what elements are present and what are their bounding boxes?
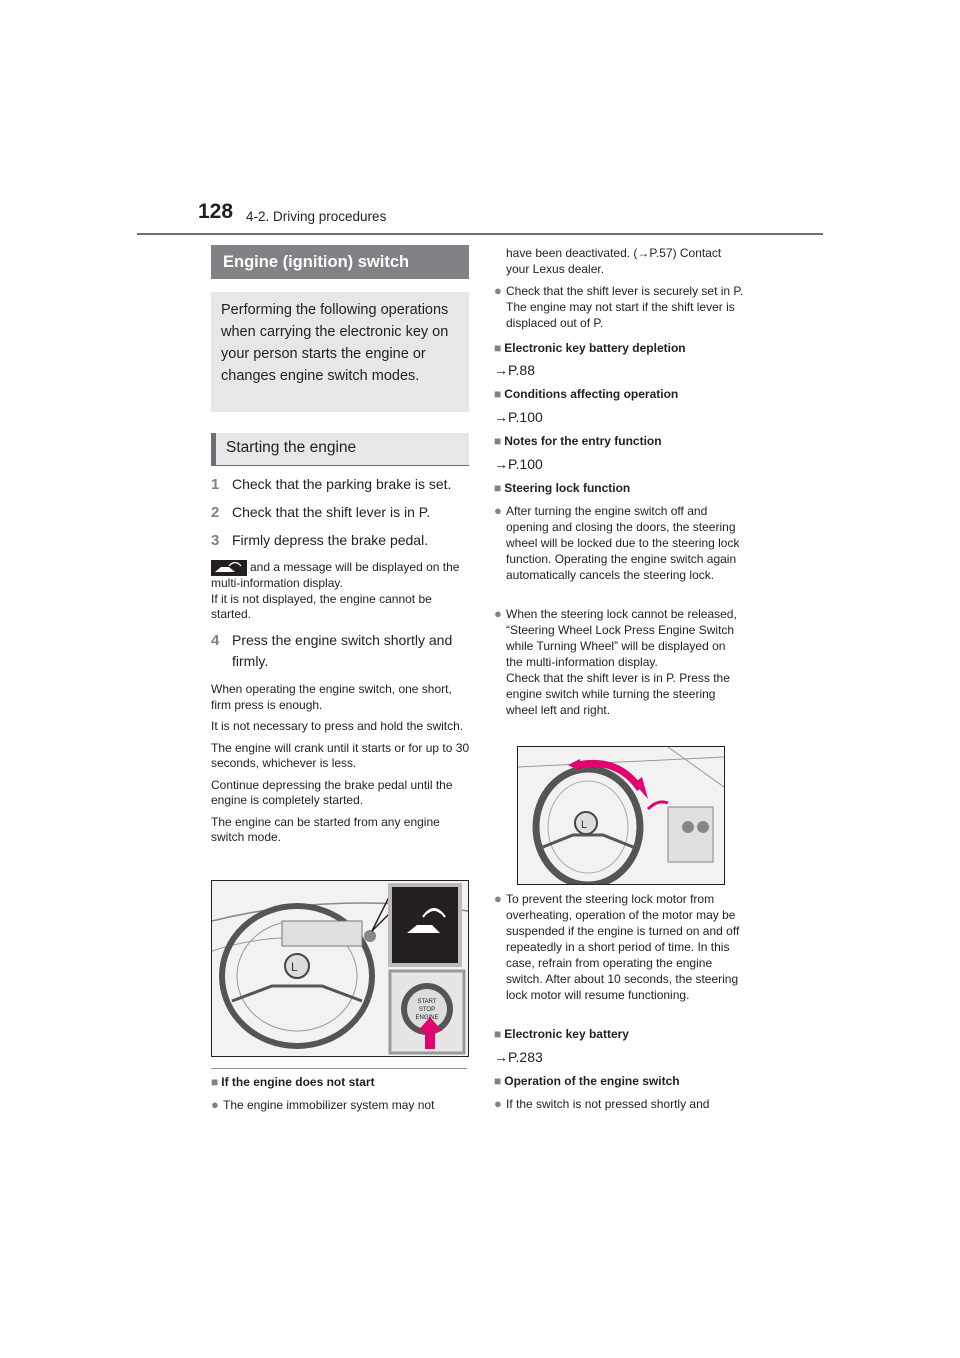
section-title: 4-2. Driving procedures — [246, 209, 387, 224]
bullet-steering-motor: ● To prevent the steering lock motor from overheating, operation of the motor may be suspended if the engine is turned on and off repeatedly in a short period of time. In this case, refrain from operating the engine switch. After about 10 seconds, the steering lock motor will resume functioning. — [494, 891, 740, 1002]
step-text: Check that the shift lever is in P. — [232, 504, 431, 520]
bullet-steering-lock-1: ● After turning the engine switch off and opening and closing the doors, the steering wheel will be locked due to the steering lock function. Operating the engine switch again automatically cancels the steering lock. — [494, 503, 740, 582]
step3-note2: If it is not displayed, the engine cannot be started. — [211, 591, 432, 621]
page-number: 128 — [198, 200, 234, 223]
continued-text-body: have been deactivated. (→P.57) Contact your Lexus dealer. — [506, 246, 722, 276]
dashboard-figure — [211, 880, 469, 1057]
heading-battery-depletion: ■ Electronic key battery depletion — [494, 341, 686, 355]
subheading-starting: Starting the engine — [211, 433, 469, 466]
heading-text: Conditions affecting operation — [504, 387, 679, 401]
step-text: Firmly depress the brake pedal. — [232, 532, 429, 548]
heading-text: Notes for the entry function — [504, 434, 662, 448]
bullet-immobilizer: ● The engine immobilizer system may not — [211, 1097, 435, 1112]
bullet-text: To prevent the steering lock motor from overheating, operation of the motor may be suspended if the engine is turned on and off repeatedly in a short period of time. In this case, refrain from operating the engine switch. After about 10 seconds, the steering lock motor will resume functioning. — [506, 892, 740, 1002]
bullet-text: After turning the engine switch off and opening and closing the doors, the steering wheel will be locked due to the steering lock function. Operating the engine switch again automatically cancels the steering lock. — [506, 504, 740, 582]
note-paragraph: When operating the engine switch, one short, firm press is enough. — [211, 682, 452, 712]
heading-text: If the engine does not start — [221, 1075, 375, 1089]
step-number: 3 — [211, 532, 220, 549]
header-rule — [137, 233, 823, 235]
engine-start-indicator-icon — [211, 560, 247, 576]
heading-text: Steering lock function — [504, 481, 631, 495]
heading-text: Operation of the engine switch — [504, 1074, 680, 1088]
heading-steering-lock: ■ Steering lock function — [494, 481, 631, 495]
bullet-text: The engine immobilizer system may not — [223, 1098, 435, 1112]
heading-not-start: ■ If the engine does not start — [211, 1075, 375, 1089]
continued-text — [494, 245, 744, 277]
bullet-operation: ● If the switch is not pressed shortly and — [494, 1096, 710, 1111]
heading-entry-function: ■ Notes for the entry function — [494, 434, 662, 448]
steering-wheel-figure — [517, 746, 725, 885]
heading-text: Electronic key battery depletion — [504, 341, 686, 355]
step-1 — [211, 474, 469, 495]
step-text: Press the engine switch shortly and firmly. — [232, 632, 453, 669]
note-paragraph: The engine can be started from any engine switch mode. — [211, 814, 440, 844]
svg-text:L: L — [581, 819, 588, 831]
step-text: Check that the parking brake is set. — [232, 476, 452, 492]
bullet-text-2: Check that the shift lever is in P. Press the engine switch while turning the steering wheel left and right. — [506, 671, 730, 717]
step-number: 4 — [211, 632, 220, 649]
heading-conditions: ■ Conditions affecting operation — [494, 387, 679, 401]
ref-p100-a[interactable]: →P.100 — [494, 409, 543, 425]
heading-key-battery: ■ Electronic key battery — [494, 1027, 629, 1041]
bullet-steering-lock-2: ● When the steering lock cannot be released, “Steering Wheel Lock Press Engine Switch while Turning Wheel” will be displayed on the multi-information display. Check that the shift lever is in P. Press the engine switch while turning the steering wheel left and right. — [494, 606, 737, 717]
svg-text:START: START — [417, 999, 437, 1005]
bullet-text: If the switch is not pressed shortly and — [506, 1097, 710, 1111]
divider — [211, 1068, 467, 1069]
heading-text: Electronic key battery — [504, 1027, 629, 1041]
svg-text:ENGINE: ENGINE — [415, 1015, 439, 1021]
page-title: Engine (ignition) switch — [211, 245, 469, 279]
step-number: 1 — [211, 476, 220, 493]
bullet-text: Check that the shift lever is securely set in P. The engine may not start if the shift lever is displaced out of P. — [506, 284, 744, 330]
svg-text:STOP: STOP — [418, 1007, 436, 1013]
start-notes — [211, 682, 471, 852]
intro-box: Performing the following operations when carrying the electronic key on your person starts the engine or changes engine switch modes. — [211, 292, 469, 412]
heading-operation: ■ Operation of the engine switch — [494, 1074, 680, 1088]
step3-note-text: and a message will be displayed on the multi-information display. — [211, 560, 460, 590]
step3-note — [211, 560, 471, 629]
step-4 — [211, 630, 469, 672]
ref-p100-b[interactable]: →P.100 — [494, 456, 543, 472]
note-paragraph: The engine will crank until it starts or for up to 30 seconds, whichever is less. — [211, 740, 470, 770]
step-2 — [211, 502, 469, 523]
step-3 — [211, 530, 469, 551]
bullet-shift-lever: ● Check that the shift lever is securely set in P. The engine may not start if the shift lever is displaced out of P. — [494, 283, 744, 330]
note-paragraph: It is not necessary to press and hold the switch. — [211, 719, 464, 733]
step-number: 2 — [211, 504, 220, 521]
svg-text:L: L — [291, 960, 298, 974]
ref-p283[interactable]: →P.283 — [494, 1049, 543, 1065]
bullet-text: When the steering lock cannot be released, “Steering Wheel Lock Press Engine Switch while Turning Wheel” will be displayed on the multi-information display. — [506, 607, 737, 669]
ref-p88[interactable]: →P.88 — [494, 362, 535, 378]
note-paragraph: Continue depressing the brake pedal until the engine is completely started. — [211, 777, 453, 807]
